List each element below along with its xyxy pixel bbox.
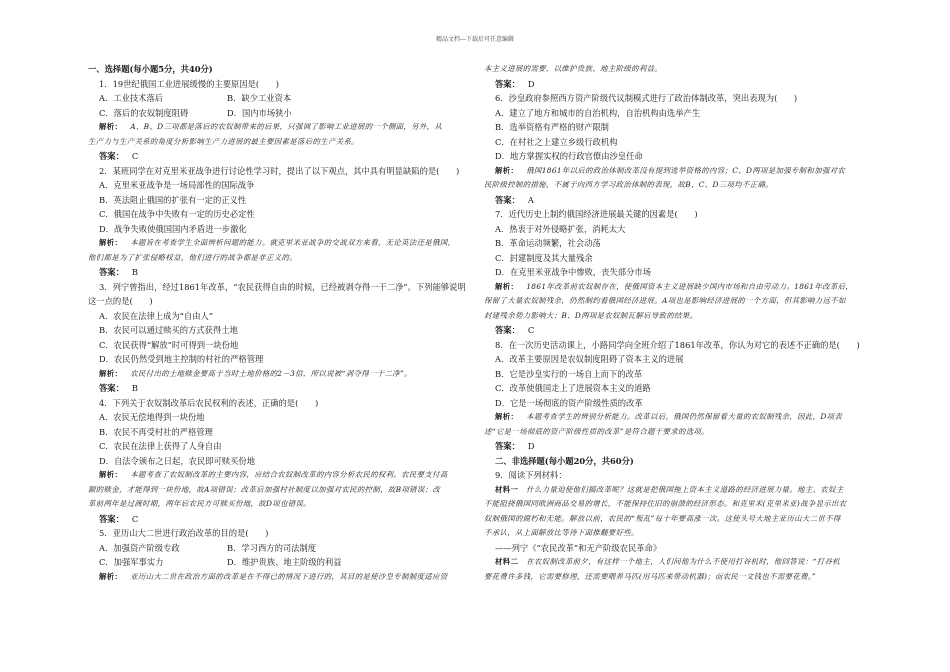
line-text: 一、选择题(每小题5分，共40分) — [88, 64, 213, 74]
text-line — [484, 106, 864, 121]
text-line — [88, 207, 468, 222]
text-line — [88, 251, 468, 266]
line-text: A．改革主要原因是农奴制度阻碍了资本主义的进展 — [495, 354, 684, 364]
labeled-line — [88, 570, 468, 585]
line-text: C — [131, 513, 139, 524]
line-label: 材料一 — [495, 484, 519, 494]
line-text: C．封建制度及其大量残余 — [495, 252, 593, 263]
labeled-line — [88, 265, 468, 280]
text-line — [484, 396, 864, 411]
labeled-line — [484, 193, 864, 208]
text-line — [484, 222, 864, 237]
line-text: 8．在一次历史活动课上，小路同学向全班介绍了1861年改革，你认为对它的表述不正确的是( ) — [495, 339, 860, 350]
text-line — [88, 396, 468, 411]
line-text: 5．亚历山大二世进行政治改革的目的是( ) — [99, 528, 269, 538]
line-text: 2．某班同学在对克里米亚战争进行讨论性学习时，提出了以下观点，其中具有明显缺陷的是( ) — [99, 165, 460, 176]
line-text: D — [527, 441, 535, 451]
line-text: 在农奴制改革前夕，有这样一个地主，人们问他为什么不使用打谷机时，他回答说：“打谷机 — [526, 557, 840, 566]
line-label: 解析： — [495, 281, 519, 291]
line-text: A．建立了地方和城市的自治机构，自治机构由选举产生 — [495, 107, 701, 118]
line-label: 解析： — [99, 368, 123, 378]
line-text: ——列宁《“农民改革”和无产阶级农民革命》 — [495, 542, 662, 553]
line-label: 解析： — [99, 470, 123, 479]
line-text: C．改革使俄国走上了进展资本主义的道路 — [495, 383, 651, 393]
text-line — [484, 294, 864, 309]
line-text: 奴制俄国的腐朽和无能。解放以前，农民的“叛乱”每十年要高涨一次。这使头号大地主亚历山大二世不得 — [484, 513, 841, 523]
labeled-line — [484, 164, 864, 179]
text-line — [88, 164, 468, 179]
text-line — [88, 483, 468, 498]
text-line — [484, 91, 864, 106]
option-row — [88, 106, 468, 121]
line-text: 9．阅读下列材料： — [495, 470, 567, 480]
option-text: B．学习西方的司法制度 — [227, 542, 317, 553]
line-text: C．农民获得“解放”时可得到一块份地 — [99, 339, 239, 350]
line-text: 生产力与生产关系的角度分析影响生产力进展的最主要因素是落后的生产关系。 — [88, 136, 359, 146]
line-text: 本题旨在考查学生全面辨析问题的能力。就克里米亚战争的交战双方来看，无论英法还是俄国， — [130, 238, 456, 247]
line-text: B — [131, 383, 139, 393]
line-text: 民阶级控制的措施，不属于向西方学习政治体制的表现，故B、C、D三项均不正确。 — [484, 180, 773, 189]
text-line — [88, 425, 468, 440]
text-line — [88, 222, 468, 237]
text-line — [484, 120, 864, 135]
line-text: 他们都是为了扩张侵略权益，他们进行的战争都是非正义的。 — [88, 252, 297, 262]
line-label: 答案： — [99, 383, 124, 393]
line-label: 材料二 — [495, 557, 519, 566]
line-text: C — [131, 151, 139, 161]
line-text: B — [131, 267, 139, 277]
line-text: A．热衷于对外侵略扩张，消耗太大 — [495, 223, 626, 234]
line-text: D．农民仍然受到地主控制的村社的严格管理 — [99, 354, 264, 364]
line-label: 解析： — [495, 412, 519, 421]
line-text: 本主义进展的需要，以维护贵族、地主阶级的利益。 — [484, 64, 663, 73]
line-text: 这一点的是( ) — [88, 296, 153, 306]
line-label: 解析： — [99, 571, 123, 581]
text-line — [484, 570, 864, 585]
text-line — [88, 193, 468, 208]
option-text: B．缺少工业资本 — [227, 93, 292, 103]
text-line — [484, 541, 864, 556]
text-line — [484, 381, 864, 396]
line-text: 要花费许多钱，它需要修理，还需要喂养马匹(用马匹来带动机器)；而农民一文钱也不需要花费。” — [484, 571, 817, 581]
labeled-line — [88, 381, 468, 396]
page-header: 精品文档---下载后可任意编辑 — [435, 36, 515, 43]
text-line — [88, 526, 468, 541]
line-label: 解析： — [495, 165, 519, 175]
line-text: 本题考查了农奴制改革的主要内容，应结合农奴制改革的内容分析农民的权利。农民要支付高 — [130, 470, 448, 479]
line-text: 本题考查学生的辨别分析能力。改革以后，俄国仍然保留着大量的农奴制残余，因此，D项表 — [526, 412, 843, 421]
line-text: 农民付出的土地赎金要高于当时土地价格的2－3倍，所以说被“剥夺得一干二净”。 — [130, 368, 412, 378]
text-line — [88, 77, 468, 92]
text-line — [484, 338, 864, 353]
option-text: C．加强军事实力 — [99, 557, 164, 567]
text-line — [484, 149, 864, 164]
text-line — [484, 135, 864, 150]
line-label: 答案： — [99, 267, 124, 277]
text-line — [484, 265, 864, 280]
text-line — [88, 323, 468, 338]
text-line — [88, 294, 468, 309]
line-text: 1861年改革前农奴制存在，使俄国资本主义进展缺少国内市场和自由劳动力。1861年改革后， — [526, 281, 854, 291]
line-text: D．地方掌握实权的行政官僚由沙皇任命 — [495, 151, 643, 161]
line-text: B．英法阻止俄国的扩张有一定的正义性 — [99, 194, 247, 205]
labeled-line — [484, 555, 864, 570]
line-text: 革前两年是过渡时期，两年后农民方可赎买份地，故D项也错误。 — [88, 499, 312, 508]
line-text: 二、非选择题(每小题20分，共60分) — [495, 455, 634, 466]
line-label: 答案： — [495, 78, 520, 89]
line-text: 什么力量迫使他们搞改革呢？这就是把俄国拖上资本主义道路的经济进展力量。地主、农奴主 — [526, 484, 844, 494]
text-line — [88, 280, 468, 295]
line-text: A．克里米亚战争是一场局部性的国际战争 — [99, 180, 255, 190]
labeled-line — [484, 483, 864, 498]
line-text: 6．沙皇政府参照西方资产阶级代议制模式进行了政治体制改革，突出表现为( ) — [495, 93, 798, 103]
line-text: A．农民无偿地得到一块份地 — [99, 412, 205, 422]
text-line — [484, 62, 864, 77]
line-text: A — [527, 194, 534, 205]
line-text: B．它是沙皇实行的一场自上而下的改革 — [495, 368, 643, 379]
line-text: B．选举资格有严格的财产限制 — [495, 122, 609, 132]
line-text: D．战争失败使俄国国内矛盾进一步激化 — [99, 223, 247, 234]
option-text: A．加强资产阶级专政 — [99, 542, 180, 553]
labeled-line — [484, 439, 864, 454]
text-line — [484, 497, 864, 512]
line-text: 1．19世纪俄国工业进展缓慢的主要原因是( ) — [99, 78, 279, 89]
labeled-line — [484, 410, 864, 425]
line-text: C — [527, 325, 535, 335]
option-text: D．维护贵族、地主阶级的利益 — [227, 557, 342, 567]
line-text: D．它是一场彻底的资产阶级性质的改革 — [495, 397, 643, 408]
line-label: 解析： — [99, 122, 123, 131]
line-text: B．农民可以通过赎买的方式获得土地 — [99, 325, 238, 335]
line-text: 述“它是一场彻底的资产阶级性质的改革”是符合题干要求的选项。 — [484, 426, 709, 436]
text-line — [484, 367, 864, 382]
line-text: A．农民在法律上成为“自由人” — [99, 310, 214, 321]
labeled-line — [484, 323, 864, 338]
text-line — [88, 62, 468, 77]
text-line — [484, 512, 864, 527]
text-line — [484, 178, 864, 193]
text-line — [484, 251, 864, 266]
text-line — [484, 352, 864, 367]
line-label: 解析： — [99, 238, 123, 247]
line-text: D — [527, 78, 535, 89]
text-line — [484, 454, 864, 469]
text-line — [484, 236, 864, 251]
line-text: 俄国1861年以后的政治体制改革没有提到选举资格的内容；C、D两项是加强专制和加强对农 — [526, 165, 846, 175]
left-column — [88, 62, 468, 584]
text-line — [484, 425, 864, 440]
text-line — [88, 497, 468, 512]
line-text: 不承认，从上面解放比等待下面推翻要好些。 — [484, 528, 639, 537]
option-row — [88, 91, 468, 106]
line-text: 不能阻挠俄国同欧洲商品交易的增长，不能保持住旧的崩溃的经济形态。和克里米(克里米亚)战争显示出农 — [484, 499, 847, 508]
option-row — [88, 541, 468, 556]
line-text: 封建残余势力影响大；B、D两项是农奴制瓦解后导致的结果。 — [484, 310, 698, 320]
line-label: 答案： — [99, 151, 124, 161]
line-text: D．在克里米亚战争中惨败，丧失部分市场 — [495, 267, 651, 277]
line-label: 答案： — [495, 441, 520, 451]
labeled-line — [88, 236, 468, 251]
line-text: 保留了大量农奴制残余，仍然制约着俄国经济进展。A项也是影响经济进展的一个方面，但其影响力远不如 — [484, 296, 846, 305]
line-label: 答案： — [99, 513, 124, 524]
text-line — [484, 468, 864, 483]
line-text: B．革命运动频繁，社会动荡 — [495, 238, 601, 248]
line-text: 亚历山大二世在政治方面的改革是在不得已的情况下进行的，其目的是使沙皇专制制度适应资 — [130, 571, 448, 581]
text-line — [88, 178, 468, 193]
labeled-line — [88, 468, 468, 483]
labeled-line — [484, 280, 864, 295]
option-text: C．落后的农奴制度阻碍 — [99, 107, 189, 118]
line-text: C．俄国在战争中失败有一定的历史必定性 — [99, 209, 255, 219]
text-line — [484, 526, 864, 541]
line-text: A、B、D三项都是落后的农奴制带来的后果，只强调了影响工业进展的一个侧面，另外，从 — [130, 122, 443, 131]
text-line — [88, 352, 468, 367]
labeled-line — [88, 367, 468, 382]
text-line — [484, 207, 864, 222]
line-label: 答案： — [495, 194, 520, 205]
option-row — [88, 555, 468, 570]
text-line — [88, 338, 468, 353]
line-text: 3．列宁曾指出，经过1861年改革，“农民获得自由的时候，已经被剥夺得一干二净”。下列能够说明 — [99, 281, 466, 292]
option-text: A．工业技术落后 — [99, 93, 164, 103]
labeled-line — [484, 77, 864, 92]
line-text: 额的赎金，才能得到一块份地，故A项错误；改革后加强村社制度以加强对农民的控制，故B项错误；改 — [88, 484, 441, 494]
line-text: 7．近代历史上制约俄国经济进展最关键的因素是( ) — [495, 209, 698, 219]
text-line — [484, 309, 864, 324]
labeled-line — [88, 512, 468, 527]
labeled-line — [88, 149, 468, 164]
labeled-line — [88, 120, 468, 135]
line-text: C．在村社之上建立乡级行政机构 — [495, 136, 618, 147]
line-text: 4．下列关于农奴制改革后农民权利的表述，正确的是( ) — [99, 397, 319, 408]
line-text: D．自法令颁布之日起，农民即可赎买份地 — [99, 455, 255, 466]
text-line — [88, 439, 468, 454]
text-line — [88, 309, 468, 324]
line-text: B．农民不再受村社的严格管理 — [99, 426, 213, 437]
text-line — [88, 410, 468, 425]
line-text: C．农民在法律上获得了人身自由 — [99, 441, 222, 451]
line-label: 答案： — [495, 325, 520, 335]
right-column — [484, 62, 864, 584]
text-line — [88, 135, 468, 150]
text-line — [88, 454, 468, 469]
option-text: D．国内市场狭小 — [227, 107, 292, 118]
